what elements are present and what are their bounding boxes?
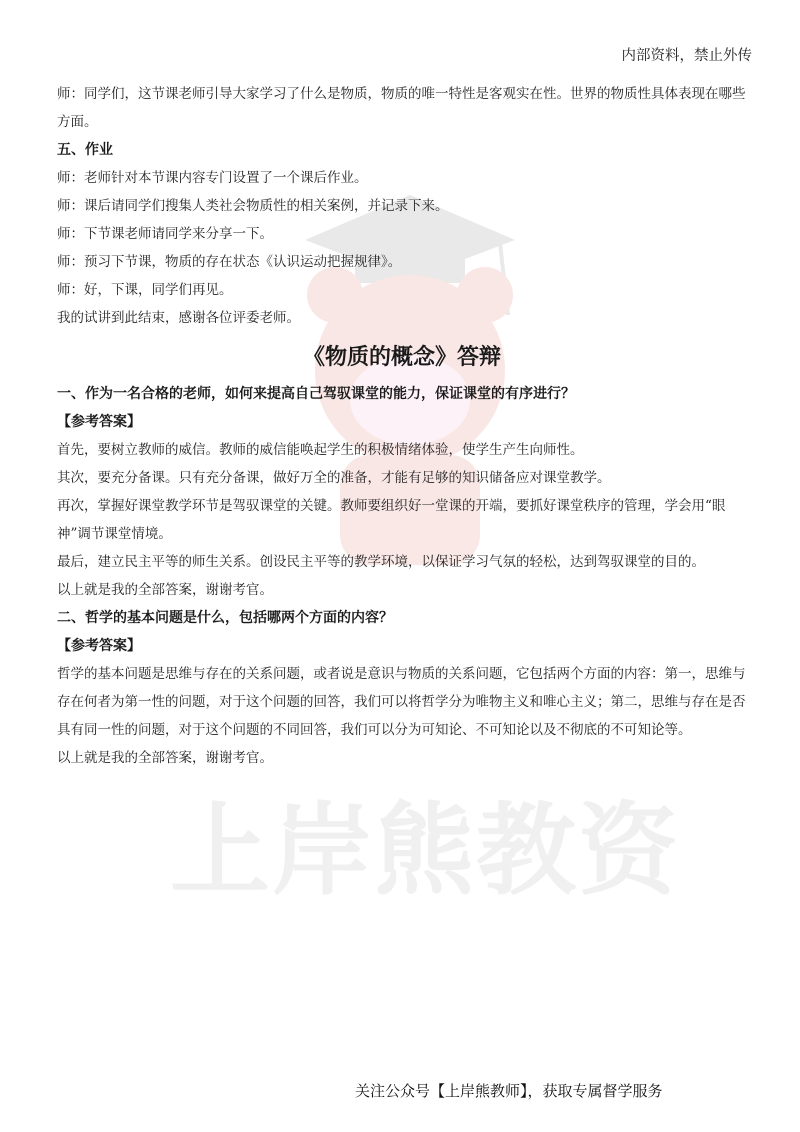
homework-line: 师：老师针对本节课内容专门设置了一个课后作业。 xyxy=(57,170,368,186)
answer-2-line: 哲学的基本问题是思维与存在的关系问题，或者说是意识与物质的关系问题，它包括两个方面的内容：第一，思维与存在何者为第一性的问题，对于这个问题的回答，我们可以将哲学分为唯物主义和唯心主义；第二，思维与存在是否具有同一性的问题，对于这个问题的不同回答，我们可以分为可知论、不可知论以及不彻底的不可知论等。 xyxy=(57,666,746,738)
section-heading-homework: 五、作业 xyxy=(57,142,113,158)
answer-1-line: 以上就是我的全部答案，谢谢考官。 xyxy=(57,582,273,598)
question-2: 二、哲学的基本问题是什么，包括哪两个方面的内容？ xyxy=(57,610,393,626)
answer-label-1: 【参考答案】 xyxy=(57,414,141,430)
closing-line: 我的试讲到此结束，感谢各位评委老师。 xyxy=(57,310,300,326)
homework-line: 师：下节课老师请同学来分享一下。 xyxy=(57,226,273,242)
answer-label-2: 【参考答案】 xyxy=(57,638,141,654)
footer-promo: 关注公众号【上岸熊教师】，获取专属督学服务 xyxy=(355,1082,663,1100)
confidential-note: 内部资料，禁止外传 xyxy=(621,48,752,64)
answer-2-line: 以上就是我的全部答案，谢谢考官。 xyxy=(57,750,273,766)
document-body xyxy=(57,80,747,772)
lesson-paragraph: 师：同学们，这节课老师引导大家学习了什么是物质，物质的唯一特性是客观实在性。世界的物质性具体表现在哪些方面。 xyxy=(57,86,746,130)
question-1: 一、作为一名合格的老师，如何来提高自己驾驭课堂的能力，保证课堂的有序进行？ xyxy=(57,386,575,402)
answer-1-line: 其次，要充分备课。只有充分备课，做好万全的准备，才能有足够的知识储备应对课堂教学。 xyxy=(57,470,611,486)
watermark-text: 上岸熊教资 xyxy=(170,792,680,909)
defense-title: 《物质的概念》答辩 xyxy=(302,344,501,370)
homework-line: 师：好，下课，同学们再见。 xyxy=(57,282,233,298)
answer-1-line: 最后，建立民主平等的师生关系。创设民主平等的教学环境，以保证学习气氛的轻松，达到驾驭课堂的目的。 xyxy=(57,554,705,570)
answer-1-line: 再次，掌握好课堂教学环节是驾驭课堂的关键。教师要组织好一堂课的开端，要抓好课堂秩序的管理，学会用“眼神”调节课堂情境。 xyxy=(57,498,726,542)
answer-1-line: 首先，要树立教师的威信。教师的威信能唤起学生的积极情绪体验，使学生产生向师性。 xyxy=(57,442,584,458)
homework-line: 师：课后请同学们搜集人类社会物质性的相关案例，并记录下来。 xyxy=(57,198,449,214)
homework-line: 师：预习下节课，物质的存在状态《认识运动把握规律》。 xyxy=(57,254,402,270)
